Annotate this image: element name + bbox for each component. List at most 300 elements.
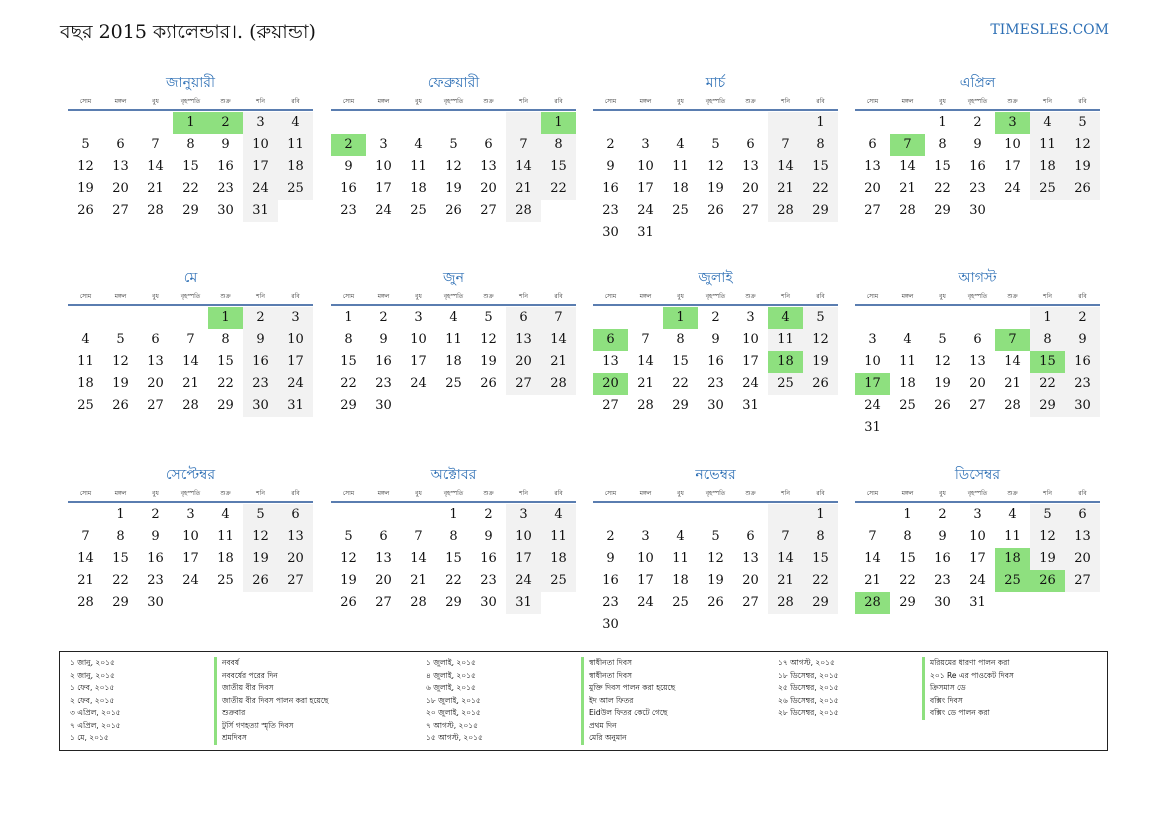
- day-cell[interactable]: 13: [969, 354, 986, 369]
- day-cell[interactable]: 25: [217, 573, 234, 588]
- day-cell[interactable]: 22: [803, 570, 838, 592]
- day-cell[interactable]: 10: [506, 526, 541, 548]
- holiday-day-cell[interactable]: 18: [995, 548, 1030, 570]
- day-cell[interactable]: 29: [672, 398, 689, 413]
- day-cell[interactable]: 15: [182, 159, 199, 174]
- day-cell[interactable]: 12: [243, 526, 278, 548]
- day-cell[interactable]: 19: [340, 573, 357, 588]
- day-cell[interactable]: 17: [410, 354, 427, 369]
- day-cell[interactable]: 2: [1065, 307, 1100, 329]
- day-cell[interactable]: 14: [899, 159, 916, 174]
- day-cell[interactable]: 28: [77, 595, 94, 610]
- day-cell[interactable]: 23: [217, 181, 234, 196]
- day-cell[interactable]: 22: [217, 376, 234, 391]
- day-cell[interactable]: 21: [637, 376, 654, 391]
- day-cell[interactable]: 22: [445, 573, 462, 588]
- day-cell[interactable]: 25: [899, 398, 916, 413]
- day-cell[interactable]: 13: [742, 551, 759, 566]
- day-cell[interactable]: 9: [606, 551, 615, 566]
- holiday-day-cell[interactable]: 28: [855, 592, 890, 614]
- day-cell[interactable]: 3: [243, 112, 278, 134]
- day-cell[interactable]: 18: [278, 156, 313, 178]
- day-cell[interactable]: 10: [182, 529, 199, 544]
- day-cell[interactable]: 19: [243, 548, 278, 570]
- day-cell[interactable]: 27: [864, 203, 881, 218]
- day-cell[interactable]: 3: [641, 529, 650, 544]
- day-cell[interactable]: 9: [344, 159, 353, 174]
- day-cell[interactable]: 12: [77, 159, 94, 174]
- day-cell[interactable]: 18: [77, 376, 94, 391]
- day-cell[interactable]: 31: [506, 592, 541, 614]
- day-cell[interactable]: 9: [606, 159, 615, 174]
- day-cell[interactable]: 18: [672, 573, 689, 588]
- day-cell[interactable]: 6: [278, 504, 313, 526]
- holiday-day-cell[interactable]: 1: [208, 307, 243, 329]
- day-cell[interactable]: 8: [938, 137, 947, 152]
- day-cell[interactable]: 11: [278, 134, 313, 156]
- day-cell[interactable]: 6: [116, 137, 125, 152]
- day-cell[interactable]: 23: [243, 373, 278, 395]
- day-cell[interactable]: 16: [340, 181, 357, 196]
- day-cell[interactable]: 4: [278, 112, 313, 134]
- day-cell[interactable]: 12: [340, 551, 357, 566]
- day-cell[interactable]: 6: [484, 137, 493, 152]
- day-cell[interactable]: 10: [278, 329, 313, 351]
- day-cell[interactable]: 11: [1004, 529, 1021, 544]
- day-cell[interactable]: 17: [375, 181, 392, 196]
- day-cell[interactable]: 17: [278, 351, 313, 373]
- day-cell[interactable]: 30: [602, 225, 619, 240]
- day-cell[interactable]: 7: [768, 526, 803, 548]
- day-cell[interactable]: 30: [934, 595, 951, 610]
- day-cell[interactable]: 2: [711, 310, 720, 325]
- day-cell[interactable]: 1: [344, 310, 353, 325]
- day-cell[interactable]: 17: [637, 573, 654, 588]
- day-cell[interactable]: 1: [903, 507, 912, 522]
- day-cell[interactable]: 17: [969, 551, 986, 566]
- day-cell[interactable]: 23: [969, 181, 986, 196]
- day-cell[interactable]: 28: [899, 203, 916, 218]
- day-cell[interactable]: 9: [243, 329, 278, 351]
- day-cell[interactable]: 10: [742, 332, 759, 347]
- day-cell[interactable]: 8: [676, 332, 685, 347]
- day-cell[interactable]: 11: [768, 329, 803, 351]
- day-cell[interactable]: 25: [278, 178, 313, 200]
- day-cell[interactable]: 3: [278, 307, 313, 329]
- day-cell[interactable]: 13: [602, 354, 619, 369]
- day-cell[interactable]: 2: [484, 507, 493, 522]
- brand-link[interactable]: TIMESLES.COM: [990, 22, 1109, 38]
- day-cell[interactable]: 14: [541, 329, 576, 351]
- day-cell[interactable]: 11: [672, 551, 689, 566]
- day-cell[interactable]: 10: [410, 332, 427, 347]
- day-cell[interactable]: 24: [278, 373, 313, 395]
- day-cell[interactable]: 4: [676, 137, 685, 152]
- day-cell[interactable]: 12: [112, 354, 129, 369]
- day-cell[interactable]: 20: [375, 573, 392, 588]
- holiday-day-cell[interactable]: 15: [1030, 351, 1065, 373]
- day-cell[interactable]: 13: [480, 159, 497, 174]
- day-cell[interactable]: 20: [742, 181, 759, 196]
- day-cell[interactable]: 4: [414, 137, 423, 152]
- day-cell[interactable]: 20: [1065, 548, 1100, 570]
- day-cell[interactable]: 6: [379, 529, 388, 544]
- day-cell[interactable]: 29: [340, 398, 357, 413]
- day-cell[interactable]: 30: [217, 203, 234, 218]
- day-cell[interactable]: 27: [602, 398, 619, 413]
- day-cell[interactable]: 9: [1065, 329, 1100, 351]
- day-cell[interactable]: 14: [1004, 354, 1021, 369]
- day-cell[interactable]: 8: [116, 529, 125, 544]
- day-cell[interactable]: 24: [410, 376, 427, 391]
- day-cell[interactable]: 14: [182, 354, 199, 369]
- day-cell[interactable]: 9: [379, 332, 388, 347]
- day-cell[interactable]: 21: [77, 573, 94, 588]
- day-cell[interactable]: 5: [711, 529, 720, 544]
- day-cell[interactable]: 31: [278, 395, 313, 417]
- day-cell[interactable]: 20: [506, 351, 541, 373]
- day-cell[interactable]: 12: [445, 159, 462, 174]
- day-cell[interactable]: 8: [903, 529, 912, 544]
- day-cell[interactable]: 11: [77, 354, 94, 369]
- day-cell[interactable]: 5: [81, 137, 90, 152]
- day-cell[interactable]: 10: [637, 159, 654, 174]
- day-cell[interactable]: 5: [449, 137, 458, 152]
- day-cell[interactable]: 21: [768, 178, 803, 200]
- day-cell[interactable]: 4: [449, 310, 458, 325]
- day-cell[interactable]: 17: [182, 551, 199, 566]
- day-cell[interactable]: 18: [445, 354, 462, 369]
- day-cell[interactable]: 29: [217, 398, 234, 413]
- day-cell[interactable]: 2: [606, 529, 615, 544]
- day-cell[interactable]: 2: [606, 137, 615, 152]
- holiday-day-cell[interactable]: 1: [541, 112, 576, 134]
- day-cell[interactable]: 28: [506, 200, 541, 222]
- day-cell[interactable]: 3: [506, 504, 541, 526]
- day-cell[interactable]: 29: [899, 595, 916, 610]
- day-cell[interactable]: 3: [186, 507, 195, 522]
- day-cell[interactable]: 22: [934, 181, 951, 196]
- holiday-day-cell[interactable]: 3: [995, 112, 1030, 134]
- holiday-day-cell[interactable]: 17: [855, 373, 890, 395]
- day-cell[interactable]: 7: [768, 134, 803, 156]
- day-cell[interactable]: 18: [1030, 156, 1065, 178]
- day-cell[interactable]: 2: [938, 507, 947, 522]
- day-cell[interactable]: 10: [864, 354, 881, 369]
- day-cell[interactable]: 15: [541, 156, 576, 178]
- holiday-day-cell[interactable]: 20: [593, 373, 628, 395]
- day-cell[interactable]: 24: [637, 203, 654, 218]
- day-cell[interactable]: 15: [672, 354, 689, 369]
- day-cell[interactable]: 19: [707, 181, 724, 196]
- day-cell[interactable]: 25: [1030, 178, 1065, 200]
- day-cell[interactable]: 16: [375, 354, 392, 369]
- day-cell[interactable]: 3: [379, 137, 388, 152]
- day-cell[interactable]: 3: [973, 507, 982, 522]
- day-cell[interactable]: 7: [186, 332, 195, 347]
- day-cell[interactable]: 29: [112, 595, 129, 610]
- day-cell[interactable]: 30: [243, 395, 278, 417]
- day-cell[interactable]: 15: [899, 551, 916, 566]
- day-cell[interactable]: 2: [151, 507, 160, 522]
- day-cell[interactable]: 21: [864, 573, 881, 588]
- day-cell[interactable]: 4: [1030, 112, 1065, 134]
- day-cell[interactable]: 6: [746, 529, 755, 544]
- day-cell[interactable]: 8: [803, 526, 838, 548]
- day-cell[interactable]: 29: [934, 203, 951, 218]
- day-cell[interactable]: 21: [147, 181, 164, 196]
- day-cell[interactable]: 28: [1004, 398, 1021, 413]
- day-cell[interactable]: 17: [742, 354, 759, 369]
- day-cell[interactable]: 18: [217, 551, 234, 566]
- day-cell[interactable]: 19: [803, 351, 838, 373]
- day-cell[interactable]: 8: [803, 134, 838, 156]
- day-cell[interactable]: 5: [803, 307, 838, 329]
- day-cell[interactable]: 23: [1065, 373, 1100, 395]
- day-cell[interactable]: 5: [938, 332, 947, 347]
- day-cell[interactable]: 27: [742, 595, 759, 610]
- day-cell[interactable]: 2: [973, 115, 982, 130]
- day-cell[interactable]: 22: [112, 573, 129, 588]
- holiday-day-cell[interactable]: 2: [331, 134, 366, 156]
- holiday-day-cell[interactable]: 18: [768, 351, 803, 373]
- day-cell[interactable]: 1: [803, 112, 838, 134]
- day-cell[interactable]: 24: [1004, 181, 1021, 196]
- day-cell[interactable]: 14: [410, 551, 427, 566]
- day-cell[interactable]: 2: [243, 307, 278, 329]
- day-cell[interactable]: 20: [864, 181, 881, 196]
- day-cell[interactable]: 26: [77, 203, 94, 218]
- day-cell[interactable]: 26: [243, 570, 278, 592]
- day-cell[interactable]: 30: [969, 203, 986, 218]
- day-cell[interactable]: 22: [672, 376, 689, 391]
- day-cell[interactable]: 24: [637, 595, 654, 610]
- day-cell[interactable]: 22: [182, 181, 199, 196]
- day-cell[interactable]: 8: [344, 332, 353, 347]
- day-cell[interactable]: 9: [973, 137, 982, 152]
- day-cell[interactable]: 29: [1030, 395, 1065, 417]
- day-cell[interactable]: 13: [147, 354, 164, 369]
- day-cell[interactable]: 26: [707, 203, 724, 218]
- day-cell[interactable]: 17: [1004, 159, 1021, 174]
- holiday-day-cell[interactable]: 26: [1030, 570, 1065, 592]
- day-cell[interactable]: 21: [899, 181, 916, 196]
- day-cell[interactable]: 22: [1030, 373, 1065, 395]
- day-cell[interactable]: 29: [445, 595, 462, 610]
- day-cell[interactable]: 19: [707, 573, 724, 588]
- day-cell[interactable]: 23: [934, 573, 951, 588]
- day-cell[interactable]: 25: [672, 203, 689, 218]
- day-cell[interactable]: 4: [541, 504, 576, 526]
- day-cell[interactable]: 3: [414, 310, 423, 325]
- day-cell[interactable]: 13: [742, 159, 759, 174]
- day-cell[interactable]: 31: [742, 398, 759, 413]
- day-cell[interactable]: 16: [217, 159, 234, 174]
- day-cell[interactable]: 28: [182, 398, 199, 413]
- day-cell[interactable]: 13: [1065, 526, 1100, 548]
- day-cell[interactable]: 13: [278, 526, 313, 548]
- day-cell[interactable]: 16: [707, 354, 724, 369]
- day-cell[interactable]: 16: [147, 551, 164, 566]
- day-cell[interactable]: 22: [803, 178, 838, 200]
- day-cell[interactable]: 5: [243, 504, 278, 526]
- day-cell[interactable]: 9: [711, 332, 720, 347]
- day-cell[interactable]: 8: [1030, 329, 1065, 351]
- day-cell[interactable]: 22: [899, 573, 916, 588]
- day-cell[interactable]: 1: [1030, 307, 1065, 329]
- day-cell[interactable]: 21: [541, 351, 576, 373]
- day-cell[interactable]: 7: [506, 134, 541, 156]
- day-cell[interactable]: 24: [969, 573, 986, 588]
- day-cell[interactable]: 11: [672, 159, 689, 174]
- holiday-day-cell[interactable]: 4: [768, 307, 803, 329]
- day-cell[interactable]: 15: [112, 551, 129, 566]
- day-cell[interactable]: 28: [410, 595, 427, 610]
- day-cell[interactable]: 24: [243, 178, 278, 200]
- day-cell[interactable]: 1: [938, 115, 947, 130]
- day-cell[interactable]: 30: [707, 398, 724, 413]
- day-cell[interactable]: 16: [243, 351, 278, 373]
- day-cell[interactable]: 15: [217, 354, 234, 369]
- holiday-day-cell[interactable]: 1: [173, 112, 208, 134]
- day-cell[interactable]: 30: [147, 595, 164, 610]
- day-cell[interactable]: 7: [414, 529, 423, 544]
- day-cell[interactable]: 17: [637, 181, 654, 196]
- day-cell[interactable]: 11: [410, 159, 427, 174]
- day-cell[interactable]: 10: [969, 529, 986, 544]
- day-cell[interactable]: 18: [410, 181, 427, 196]
- day-cell[interactable]: 11: [445, 332, 462, 347]
- day-cell[interactable]: 19: [445, 181, 462, 196]
- day-cell[interactable]: 21: [1004, 376, 1021, 391]
- holiday-day-cell[interactable]: 1: [663, 307, 698, 329]
- day-cell[interactable]: 27: [742, 203, 759, 218]
- day-cell[interactable]: 26: [112, 398, 129, 413]
- day-cell[interactable]: 26: [1065, 178, 1100, 200]
- day-cell[interactable]: 19: [112, 376, 129, 391]
- day-cell[interactable]: 8: [186, 137, 195, 152]
- day-cell[interactable]: 5: [484, 310, 493, 325]
- day-cell[interactable]: 29: [803, 200, 838, 222]
- day-cell[interactable]: 12: [480, 332, 497, 347]
- day-cell[interactable]: 14: [147, 159, 164, 174]
- day-cell[interactable]: 28: [147, 203, 164, 218]
- day-cell[interactable]: 25: [77, 398, 94, 413]
- day-cell[interactable]: 23: [340, 203, 357, 218]
- day-cell[interactable]: 20: [742, 573, 759, 588]
- holiday-day-cell[interactable]: 25: [995, 570, 1030, 592]
- day-cell[interactable]: 16: [1065, 351, 1100, 373]
- day-cell[interactable]: 27: [375, 595, 392, 610]
- day-cell[interactable]: 27: [147, 398, 164, 413]
- day-cell[interactable]: 24: [375, 203, 392, 218]
- day-cell[interactable]: 29: [182, 203, 199, 218]
- day-cell[interactable]: 18: [899, 376, 916, 391]
- day-cell[interactable]: 8: [449, 529, 458, 544]
- day-cell[interactable]: 13: [112, 159, 129, 174]
- day-cell[interactable]: 10: [1004, 137, 1021, 152]
- day-cell[interactable]: 16: [934, 551, 951, 566]
- day-cell[interactable]: 27: [112, 203, 129, 218]
- day-cell[interactable]: 25: [672, 595, 689, 610]
- day-cell[interactable]: 13: [375, 551, 392, 566]
- day-cell[interactable]: 31: [637, 225, 654, 240]
- day-cell[interactable]: 6: [746, 137, 755, 152]
- day-cell[interactable]: 5: [116, 332, 125, 347]
- day-cell[interactable]: 3: [641, 137, 650, 152]
- day-cell[interactable]: 11: [1030, 134, 1065, 156]
- day-cell[interactable]: 15: [445, 551, 462, 566]
- day-cell[interactable]: 13: [506, 329, 541, 351]
- day-cell[interactable]: 25: [445, 376, 462, 391]
- day-cell[interactable]: 12: [1065, 134, 1100, 156]
- day-cell[interactable]: 11: [541, 526, 576, 548]
- day-cell[interactable]: 10: [375, 159, 392, 174]
- day-cell[interactable]: 22: [541, 178, 576, 200]
- day-cell[interactable]: 1: [449, 507, 458, 522]
- day-cell[interactable]: 12: [803, 329, 838, 351]
- day-cell[interactable]: 13: [864, 159, 881, 174]
- day-cell[interactable]: 29: [803, 592, 838, 614]
- day-cell[interactable]: 27: [506, 373, 541, 395]
- day-cell[interactable]: 9: [221, 137, 230, 152]
- day-cell[interactable]: 5: [344, 529, 353, 544]
- day-cell[interactable]: 15: [803, 548, 838, 570]
- day-cell[interactable]: 28: [637, 398, 654, 413]
- day-cell[interactable]: 6: [506, 307, 541, 329]
- day-cell[interactable]: 21: [768, 570, 803, 592]
- day-cell[interactable]: 28: [541, 373, 576, 395]
- day-cell[interactable]: 19: [480, 354, 497, 369]
- day-cell[interactable]: 23: [707, 376, 724, 391]
- holiday-day-cell[interactable]: 6: [593, 329, 628, 351]
- day-cell[interactable]: 23: [602, 595, 619, 610]
- day-cell[interactable]: 24: [182, 573, 199, 588]
- day-cell[interactable]: 14: [637, 354, 654, 369]
- day-cell[interactable]: 30: [1065, 395, 1100, 417]
- day-cell[interactable]: 24: [742, 376, 759, 391]
- day-cell[interactable]: 28: [768, 592, 803, 614]
- day-cell[interactable]: 14: [864, 551, 881, 566]
- day-cell[interactable]: 5: [1065, 112, 1100, 134]
- day-cell[interactable]: 26: [803, 373, 838, 395]
- day-cell[interactable]: 28: [768, 200, 803, 222]
- day-cell[interactable]: 26: [934, 398, 951, 413]
- day-cell[interactable]: 12: [707, 159, 724, 174]
- day-cell[interactable]: 27: [278, 570, 313, 592]
- day-cell[interactable]: 23: [147, 573, 164, 588]
- day-cell[interactable]: 27: [1065, 570, 1100, 592]
- day-cell[interactable]: 30: [375, 398, 392, 413]
- day-cell[interactable]: 12: [934, 354, 951, 369]
- holiday-day-cell[interactable]: 7: [890, 134, 925, 156]
- day-cell[interactable]: 11: [899, 354, 916, 369]
- day-cell[interactable]: 25: [768, 373, 803, 395]
- day-cell[interactable]: 10: [243, 134, 278, 156]
- day-cell[interactable]: 14: [506, 156, 541, 178]
- day-cell[interactable]: 4: [903, 332, 912, 347]
- day-cell[interactable]: 31: [864, 420, 881, 435]
- day-cell[interactable]: 19: [1030, 548, 1065, 570]
- day-cell[interactable]: 23: [375, 376, 392, 391]
- day-cell[interactable]: 24: [864, 398, 881, 413]
- day-cell[interactable]: 16: [602, 181, 619, 196]
- day-cell[interactable]: 26: [340, 595, 357, 610]
- day-cell[interactable]: 3: [868, 332, 877, 347]
- day-cell[interactable]: 7: [868, 529, 877, 544]
- day-cell[interactable]: 11: [217, 529, 234, 544]
- day-cell[interactable]: 3: [746, 310, 755, 325]
